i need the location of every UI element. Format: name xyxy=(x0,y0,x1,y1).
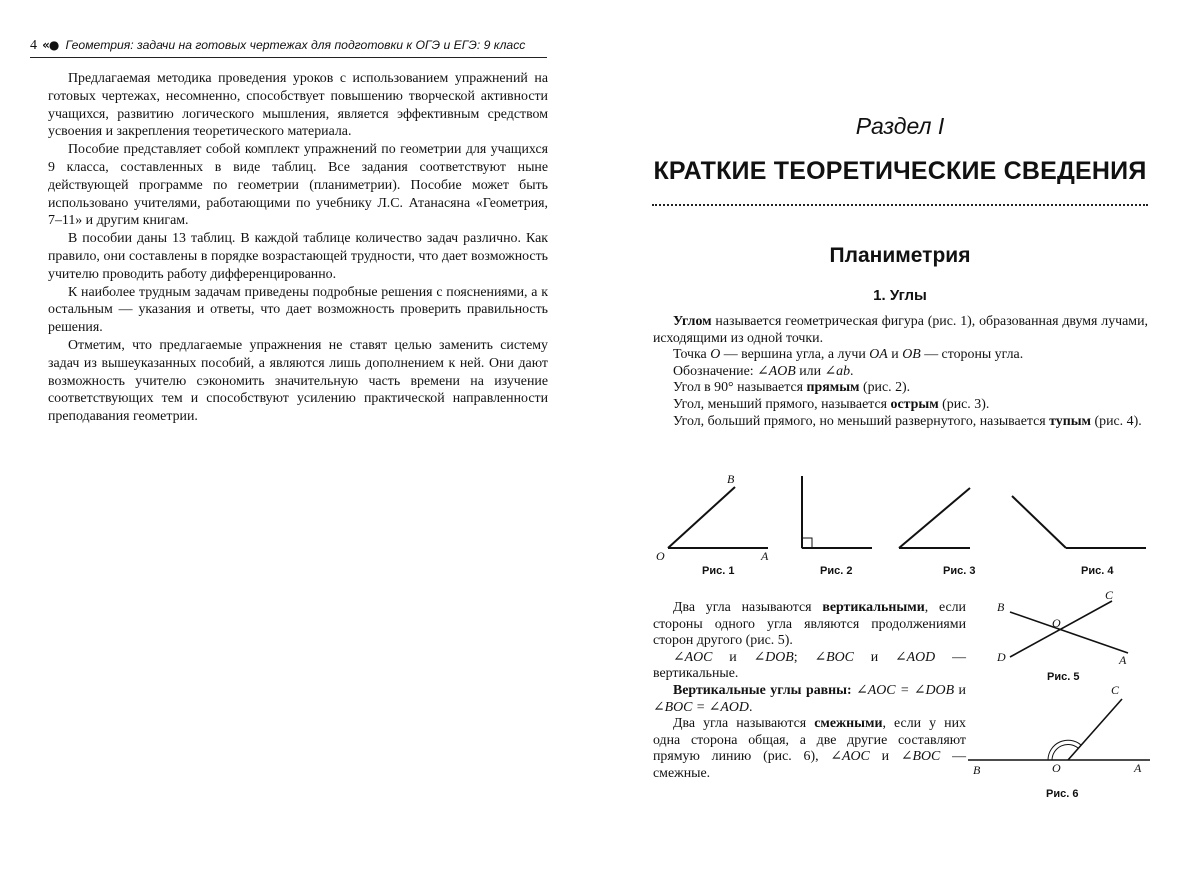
section-label: Раздел I xyxy=(855,113,945,139)
figure-2-right-angle xyxy=(802,476,872,548)
label-d: D xyxy=(997,650,1006,664)
caption-fig-4: Рис. 4 xyxy=(1081,565,1114,577)
definition-vertical: Два угла называются вертикальными, если стороны одного угла являются продолжениями сторон другого (рис. 5). xyxy=(653,600,966,649)
label-b: B xyxy=(727,472,735,486)
label-o: O xyxy=(1052,616,1061,630)
definition-acute: Угол, меньший прямого, называется острым (рис. 3). xyxy=(673,396,990,412)
vertical-theorem: Вертикальные углы равны: ∠AOC = ∠DOB и ∠BOC = ∠AOD. xyxy=(653,682,966,715)
header-ornament: «● xyxy=(42,38,59,52)
figure-4-obtuse-angle xyxy=(1012,496,1146,548)
label-a: A xyxy=(1134,761,1142,775)
header-title: Геометрия: задачи на готовых чертежах для подготовки к ОГЭ и ЕГЭ: 9 класс xyxy=(65,38,526,52)
definition-right: Угол в 90° называется прямым (рис. 2). xyxy=(673,380,911,396)
paragraph: К наиболее трудным задачам приведены подробные решения с пояснениями, а к остальным — указания и ответы, что дает возможность проверить правильность решения. xyxy=(48,284,548,336)
paragraph: Предлагаемая методика проведения уроков с использованием упражнений на готовых чертежах, несомненно, способствует повышению творческой активности учащихся, развитию логического мышления, является эффективным средством усвоения и закрепления теоретического материала. xyxy=(48,71,548,140)
label-a: A xyxy=(1119,653,1127,667)
topic-title: 1. Углы xyxy=(873,287,927,304)
paragraph: Пособие представляет собой комплект упражнений по геометрии для учащихся 9 класса, составленных в виде таблиц. Все задания соответствуют ныне действующей программе по геометрии (планиметрии). Пособие может быть использовано учителями, работающими по учебнику Л.С. Атанасяна «Геометрия, 7–11» и другим книгам. xyxy=(48,142,548,229)
section-title: КРАТКИЕ ТЕОРЕТИЧЕСКИЕ СВЕДЕНИЯ xyxy=(653,157,1147,185)
label-o: O xyxy=(1052,761,1061,775)
caption-fig-2: Рис. 2 xyxy=(820,565,853,577)
label-c: C xyxy=(1105,588,1114,602)
notation: Обозначение: ∠AOB или ∠ab. xyxy=(673,363,854,379)
paragraph: В пособии даны 13 таблиц. В каждой таблице количество задач различно. Как правило, они составлены в порядке возрастающей трудности, что дает возможность учителю проводить работу дифференцированно. xyxy=(48,231,548,282)
definition-adjacent: Два угла называются смежными, если у них одна сторона общая, а две другие составляют прямую линию (рис. 6), ∠AOC и ∠BOC — смежные. xyxy=(653,716,966,781)
paragraph: Отметим, что предлагаемые упражнения не ставят целью заменить систему задач из вышеуказанных пособий, а являются лишь дополнением к ней. Они дают возможность учителю сэкономить значительную часть времени на изучение соответствующих тем и способствуют усилению практической направленности преподавания геометрии. xyxy=(48,337,548,425)
caption-fig-5: Рис. 5 xyxy=(1047,671,1080,683)
page-number: 4 xyxy=(30,38,37,53)
label-o: O xyxy=(656,549,665,563)
definition-angle: Углом называется геометрическая фигура (рис. 1), образованная двумя лучами, исходящими из одной точки. xyxy=(653,314,1148,346)
caption-fig-1: Рис. 1 xyxy=(702,565,735,577)
caption-fig-3: Рис. 3 xyxy=(943,565,976,577)
label-c: C xyxy=(1111,683,1120,697)
label-b: B xyxy=(973,763,981,777)
figure-3-acute-angle xyxy=(899,488,970,548)
figure-5-vertical-angles xyxy=(1010,601,1128,657)
figure-1-angle xyxy=(668,487,768,548)
subsection-title: Планиметрия xyxy=(829,244,971,267)
figure-6-adjacent-angles xyxy=(968,699,1150,760)
caption-fig-6: Рис. 6 xyxy=(1046,788,1079,800)
vertical-examples: ∠AOC и ∠DOB; ∠BOC и ∠AOD — вертикальные. xyxy=(653,649,966,682)
label-b: B xyxy=(997,600,1005,614)
definition-obtuse: Угол, больший прямого, но меньший развернутого, называется тупым (рис. 4). xyxy=(673,413,1142,429)
label-a: A xyxy=(761,549,769,563)
definition-vertex: Точка O — вершина угла, а лучи OA и OB — стороны угла. xyxy=(673,347,1024,363)
